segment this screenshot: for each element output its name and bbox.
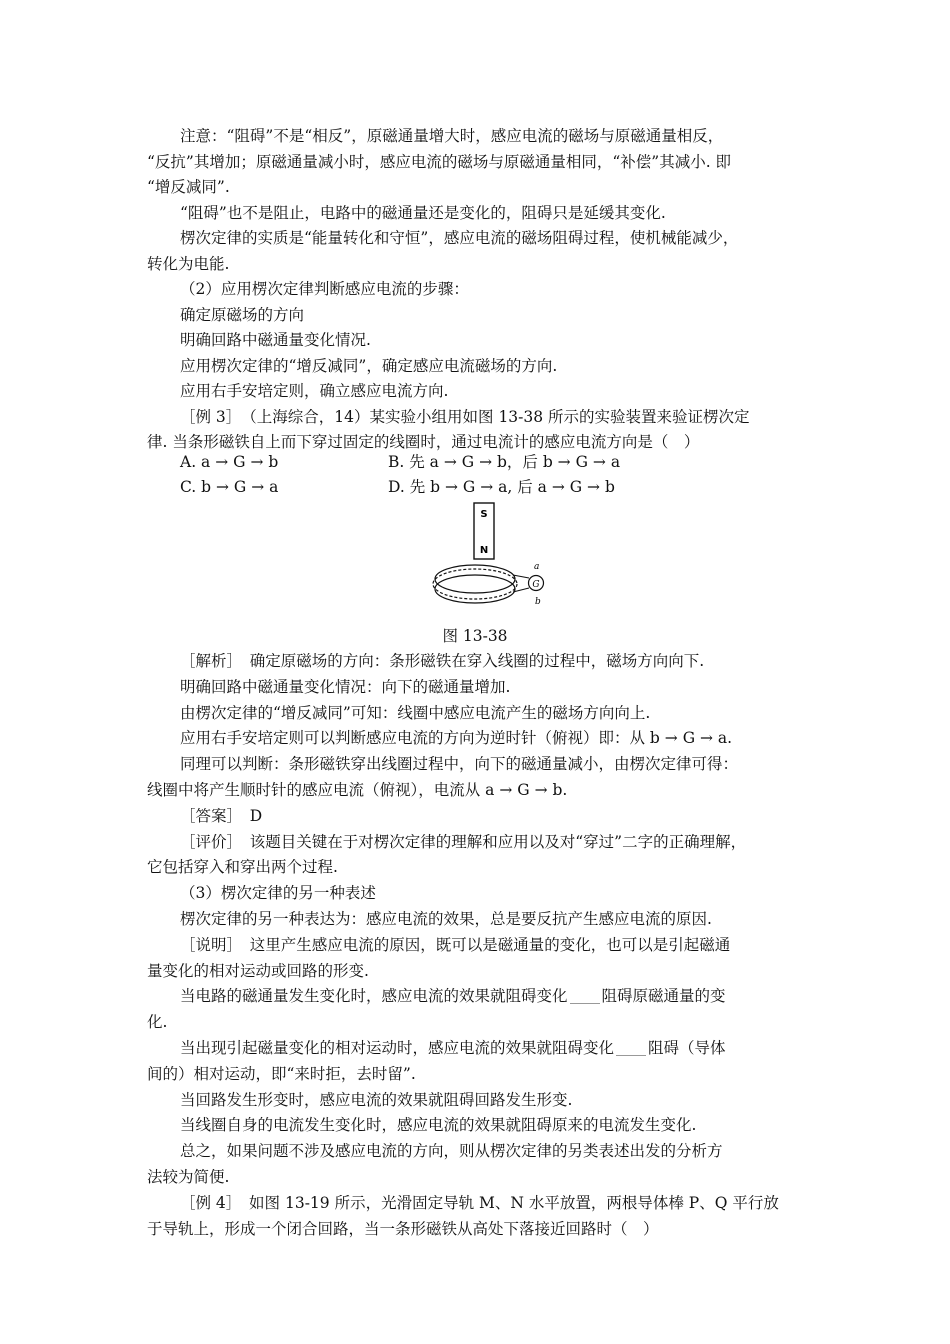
text-line [180,201,666,225]
text-line-content: 应用右手安培定则可以判断感应电流的方向为逆时针（俯视）即：从 b → G → a. [180,729,733,748]
option-c: C. b → G → a [180,478,279,496]
text-line [180,303,304,327]
text-line [180,328,371,352]
text-line [147,1217,659,1241]
text-line [180,701,650,725]
text-line-content: 律. 当条形磁铁自上而下穿过固定的线圈时，通过电流计的感应电流方向是（ ） [147,433,700,451]
text-line [180,1036,726,1060]
text-line [180,405,750,429]
text-line [147,1062,416,1086]
text-line-tail: 阻碍原磁通量的变 [601,987,726,1006]
text-line [147,252,229,276]
text-line-content: 于导轨上，形成一个闭合回路，当一条形磁铁从高处下落接近回路时（ ） [147,1219,659,1238]
text-line-content: 法较为简便. [147,1168,230,1186]
text-line [147,959,369,983]
text-line [147,1010,167,1034]
figure-magnet-coil [425,500,565,612]
text-line [147,175,230,199]
text-line-content: （2）应用楞次定律判断感应电流的步骤： [180,280,469,298]
text-line-content: ［例 3］ （上海综合，14）某实验小组用如图 13-38 所示的实验装置来验证楞次定 [180,407,750,426]
text-line-content: 当电路的磁通量发生变化时，感应电流的效果就阻碍变化 [180,987,568,1006]
text-line-content: 注意：“阻碍”不是“相反”，原磁通量增大时，感应电流的磁场与原磁通量相反， [180,127,724,145]
text-line-content: 确定原磁场的方向 [180,305,305,324]
text-line [180,124,723,148]
text-line [180,984,726,1008]
text-line-content: 量变化的相对运动或回路的形变. [147,961,369,980]
text-line [180,881,376,905]
text-line-content: 明确回路中磁通量变化情况. [180,331,371,349]
text-line-content: 明确回路中磁通量变化情况：向下的磁通量增加. [180,677,511,696]
text-line-content: ［说明］ 这里产生感应电流的原因，既可以是磁通量的变化，也可以是引起磁通 [180,935,731,954]
text-line [180,649,704,673]
magnet-pole-n: N [479,545,489,556]
text-line-content: （3）楞次定律的另一种表述 [180,884,376,903]
text-line [147,1165,229,1189]
coil-loop-2 [433,569,517,599]
text-line [180,1088,572,1112]
text-line-content: “阻碍”也不是阻止，电路中的磁通量还是变化的，阻碍只是延缓其变化. [180,203,666,222]
text-line-content: 线圈中将产生顺时针的感应电流（俯视），电流从 a → G → b. [147,781,568,799]
option-a: A. a → G → b [180,453,279,471]
text-line-content: “增反减同”. [147,178,230,196]
text-line [180,830,746,854]
terminal-a-label: a [534,562,540,572]
text-line-content: “反抗”其增加；原磁通量减小时，感应电流的磁场与原磁通量相同，“补偿”其减小. 即 [147,152,732,171]
text-line-content: 当回路发生形变时，感应电流的效果就阻碍回路发生形变. [180,1090,573,1109]
magnet-pole-s: S [480,509,488,520]
text-line-content: 楞次定律的另一种表达为：感应电流的效果，总是要反抗产生感应电流的原因. [180,910,712,928]
text-line-content: 间的）相对运动，即“来时拒，去时留”. [147,1064,416,1083]
option-b: B. 先 a → G → b，后 b → G → a [388,453,621,471]
text-line-content: 化. [147,1013,168,1032]
text-line-content: 它包括穿入和穿出两个过程. [147,858,338,877]
text-line [147,778,567,802]
text-line [180,1113,696,1137]
text-line [180,226,738,250]
text-line-content: 楞次定律的实质是“能量转化和守恒”，感应电流的磁场阻碍过程，使机械能减少， [180,229,739,247]
text-line [180,804,262,828]
text-line-content: 总之，如果问题不涉及感应电流的方向，则从楞次定律的另类表述出发的分析方 [180,1142,723,1161]
text-line [180,1191,779,1215]
text-line-content: 同理可以判断：条形磁铁穿出线圈过程中，向下的磁通量减小，由楞次定律可得： [180,755,739,774]
text-line-content: ［答案］ D [180,806,263,825]
galvanometer-label: G [532,580,540,590]
text-line-tail: 阻碍（导体 [648,1039,726,1057]
text-line [180,933,730,957]
text-line [180,379,448,403]
text-line-content: 转化为电能. [147,254,230,273]
text-line [180,277,469,301]
option-d: D. 先 b → G → a, 后 a → G → b [388,478,615,496]
figure-caption: 图 13-38 [442,627,508,645]
text-line-content: 应用右手安培定则，确立感应电流方向. [180,382,449,400]
text-line-content: 应用楞次定律的“增反减同”，确定感应电流磁场的方向. [180,356,558,375]
text-line [180,752,738,776]
text-line [147,150,731,174]
text-line-content: ［例 4］ 如图 13-19 所示，光滑固定导轨 M、N 水平放置，两根导体棒 P、Q 平行放 [180,1193,779,1212]
text-line-content: ［评价］ 该题目关键在于对楞次定律的理解和应用以及对“穿过”二字的正确理解， [180,832,747,851]
small-inline-mark [570,991,600,1004]
text-line [180,675,510,699]
terminal-b-label: b [535,597,541,607]
text-line [180,354,557,378]
text-line [180,726,732,750]
text-line [147,855,338,879]
text-line-content: ［解析］ 确定原磁场的方向：条形磁铁在穿入线圈的过程中，磁场方向向下. [180,652,705,670]
small-inline-mark [616,1043,646,1056]
text-line-content: 当出现引起磁量变化的相对运动时，感应电流的效果就阻碍变化 [180,1039,615,1057]
text-line-content: 当线圈自身的电流发生变化时，感应电流的效果就阻碍原来的电流发生变化. [180,1116,697,1135]
text-line [180,907,712,931]
text-line-content: 由楞次定律的“增反减同”可知：线圈中感应电流产生的磁场方向向上. [180,703,651,722]
text-line [180,1139,723,1163]
